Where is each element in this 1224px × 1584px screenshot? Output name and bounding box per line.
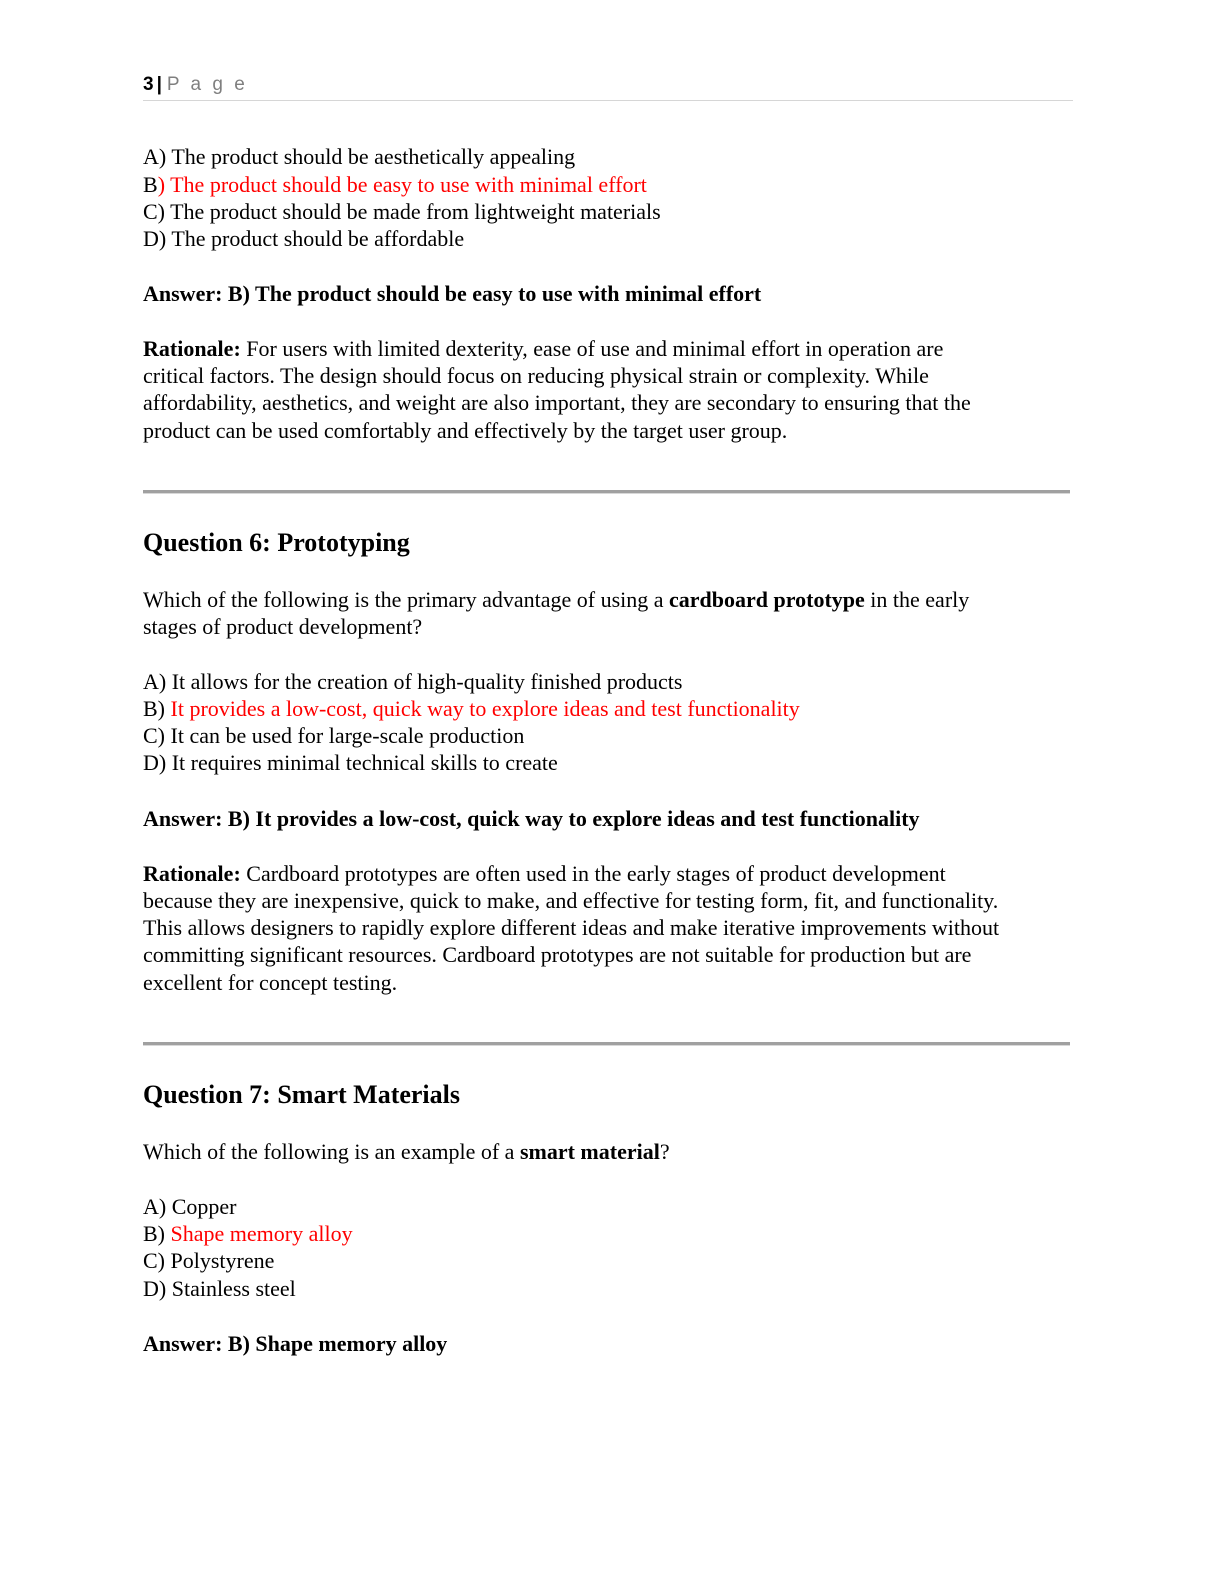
option-letter: C)	[143, 1248, 165, 1273]
q5-rationale-line-4: product can be used comfortably and effectively by the target user group.	[143, 418, 788, 443]
q7-question	[143, 1139, 670, 1165]
option-text: Polystyrene	[165, 1248, 275, 1273]
question-text: ?	[659, 1139, 670, 1164]
option-letter: B	[143, 172, 158, 197]
q6-rationale-line-1	[143, 861, 946, 887]
question-text: Which of the following is the primary advantage of using a	[143, 587, 670, 612]
q5-option-a	[143, 144, 575, 170]
option-text: It allows for the creation of high-quality finished products	[166, 669, 683, 694]
q5-option-b	[143, 172, 647, 198]
option-letter: D)	[143, 226, 167, 251]
q6-rationale-line-5: excellent for concept testing.	[143, 970, 398, 995]
q7-option-a	[143, 1194, 236, 1220]
option-text: Stainless steel	[166, 1276, 296, 1301]
rationale-text: Cardboard prototypes are often used in the early stages of product development	[240, 861, 946, 886]
q6-option-b	[143, 696, 800, 722]
option-letter: D)	[143, 750, 167, 775]
option-text: The product should be affordable	[166, 226, 465, 251]
rationale-label: Rationale:	[143, 336, 241, 361]
page-number: 3	[143, 74, 154, 95]
q5-option-d	[143, 226, 464, 252]
q7-option-b	[143, 1221, 353, 1247]
option-letter: D)	[143, 1276, 167, 1301]
option-letter: A)	[143, 1194, 167, 1219]
q5-rationale-line-3: affordability, aesthetics, and weight are also important, they are secondary to ensuring that the	[143, 390, 971, 415]
rationale-label: Rationale:	[143, 861, 241, 886]
correct-option-text: ) The product should be easy to use with minimal effort	[157, 172, 647, 197]
q7-option-c	[143, 1248, 274, 1274]
option-letter: A)	[143, 144, 167, 169]
q7-answer: Answer: B) Shape memory alloy	[143, 1331, 448, 1356]
q7-option-d	[143, 1276, 296, 1302]
q6-question-line-2: stages of product development?	[143, 614, 423, 639]
q6-rationale-line-2: because they are inexpensive, quick to make, and effective for testing form, fit, and functionality.	[143, 888, 999, 913]
section-divider	[143, 1042, 1070, 1046]
header-separator: |	[156, 74, 162, 95]
q6-option-d	[143, 750, 558, 776]
page-header	[143, 74, 1073, 101]
q6-rationale-line-3: This allows designers to rapidly explore different ideas and make iterative improvements without	[143, 915, 1000, 940]
rationale-text: For users with limited dexterity, ease of use and minimal effort in operation are	[240, 336, 944, 361]
q6-answer: Answer: B) It provides a low-cost, quick way to explore ideas and test functionality	[143, 806, 920, 831]
page-word: P a g e	[166, 74, 248, 95]
option-letter: B)	[143, 696, 165, 721]
question-text: Which of the following is an example of a	[143, 1139, 520, 1164]
option-letter: C)	[143, 723, 165, 748]
option-letter: C)	[143, 199, 165, 224]
question-text: in the early	[864, 587, 970, 612]
option-text: It can be used for large-scale production	[165, 723, 525, 748]
section-divider	[143, 490, 1070, 494]
correct-option-text: It provides a low-cost, quick way to explore ideas and test functionality	[165, 696, 800, 721]
q6-heading: Question 6: Prototyping	[143, 528, 410, 557]
option-text: It requires minimal technical skills to create	[166, 750, 558, 775]
q6-option-c	[143, 723, 524, 749]
q5-rationale-line-2: critical factors. The design should focus on reducing physical strain or complexity. While	[143, 363, 929, 388]
option-letter: B)	[143, 1221, 165, 1246]
question-keyword: cardboard prototype	[669, 587, 865, 612]
option-letter: A)	[143, 669, 167, 694]
option-text: The product should be aesthetically appealing	[166, 144, 576, 169]
option-text: The product should be made from lightweight materials	[165, 199, 661, 224]
correct-option-text: Shape memory alloy	[165, 1221, 353, 1246]
q6-question-line-1	[143, 587, 969, 613]
option-text: Copper	[166, 1194, 237, 1219]
q5-option-c	[143, 199, 661, 225]
q6-rationale-line-4: committing significant resources. Cardboard prototypes are not suitable for production but are	[143, 942, 972, 967]
q6-option-a	[143, 669, 682, 695]
q7-heading: Question 7: Smart Materials	[143, 1080, 461, 1109]
q5-answer: Answer: B) The product should be easy to use with minimal effort	[143, 281, 762, 306]
question-keyword: smart material	[519, 1139, 660, 1164]
q5-rationale-line-1	[143, 336, 943, 362]
